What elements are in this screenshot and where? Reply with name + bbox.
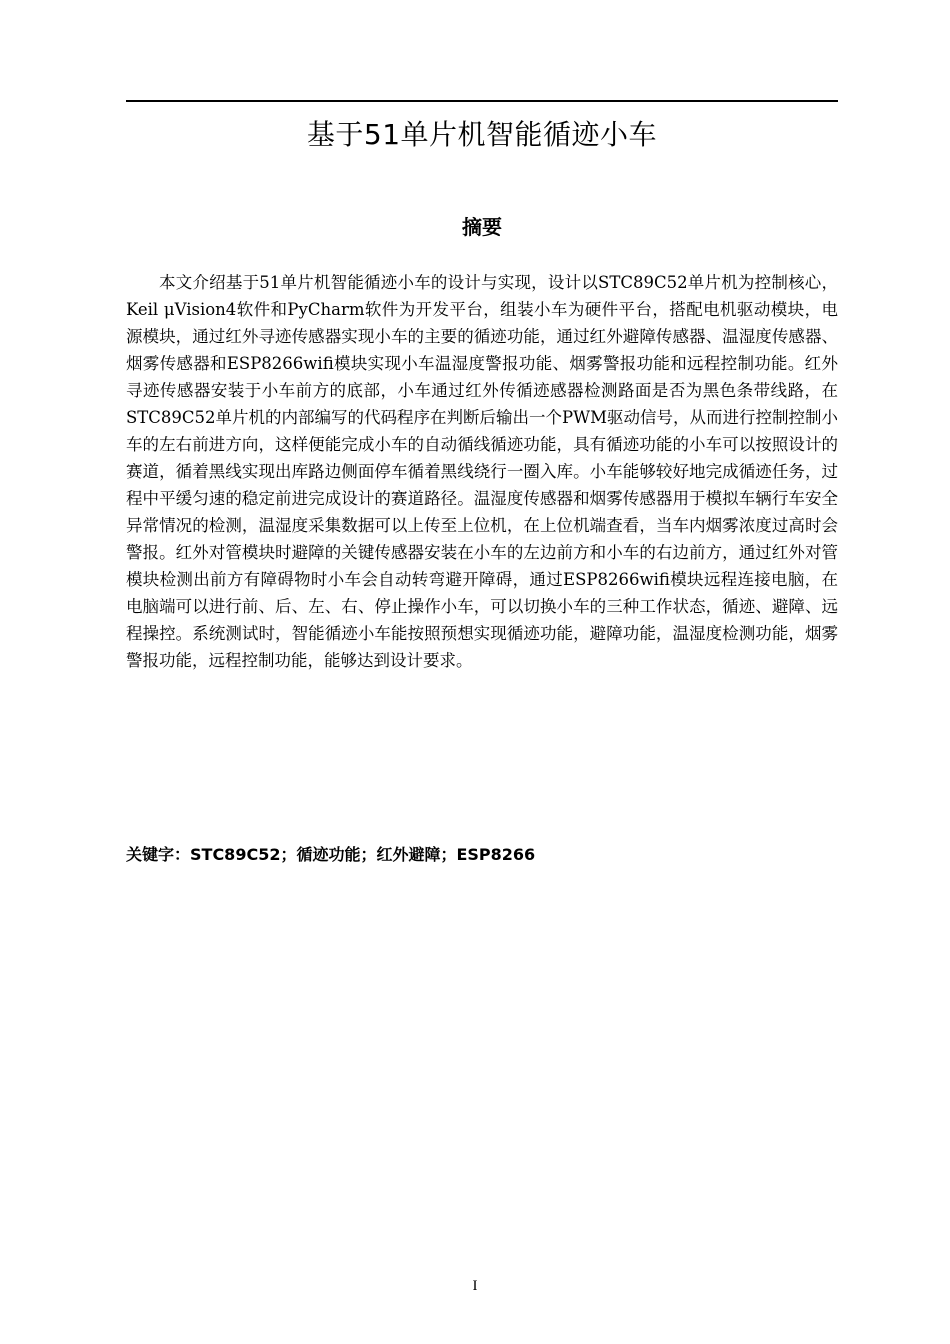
abstract-paragraph: 本文介绍基于51单片机智能循迹小车的设计与实现，设计以STC89C52单片机为控制核心，Keil μVision4软件和PyCharm软件为开发平台，组装小车为硬件平台，搭配电机驱动模块，电源模块，通过红外寻迹传感器实现小车的主要的循迹功能，通过红外避障传感器、温湿度传感器、烟雾传感器和ESP8266wifi模块实现小车温湿度警报功能、烟雾警报功能和远程控制功能。红外寻迹传感器安装于小车前方的底部，小车通过红外传循迹感器检测路面是否为黑色条带线路，在STC89C52单片机的内部编写的代码程序在判断后输出一个PWM驱动信号，从而进行控制控制小车的左右前进方向，这样便能完成小车的自动循线循迹功能，具有循迹功能的小车可以按照设计的赛道，循着黑线实现出库路边侧面停车循着黑线绕行一圈入库。小车能够较好地完成循迹任务，过程中平缓匀速的稳定前进完成设计的赛道路径。温湿度传感器和烟雾传感器用于模拟车辆行车安全异常情况的检测，温湿度采集数据可以上传至上位机，在上位机端查看，当车内烟雾浓度过高时会警报。红外对管模块时避障的关键传感器安装在小车的左边前方和小车的右边前方，通过红外对管模块检测出前方有障碍物时小车会自动转弯避开障碍，通过ESP8266wifi模块远程连接电脑，在电脑端可以进行前、后、左、右、停止操作小车，可以切换小车的三种工作状态，循迹、避障、远程操控。系统测试时，智能循迹小车能按照预想实现循迹功能，避障功能，温湿度检测功能，烟雾警报功能，远程控制功能，能够达到设计要求。 <box>126 273 839 670</box>
abstract-heading: 摘要 <box>462 215 502 239</box>
page-number: I <box>472 1278 478 1294</box>
abstract-body <box>126 269 838 674</box>
keywords-line: 关键字：STC89C52；循迹功能；红外避障；ESP8266 <box>126 845 536 864</box>
header-rule <box>126 100 838 102</box>
document-title: 基于51单片机智能循迹小车 <box>306 118 658 151</box>
